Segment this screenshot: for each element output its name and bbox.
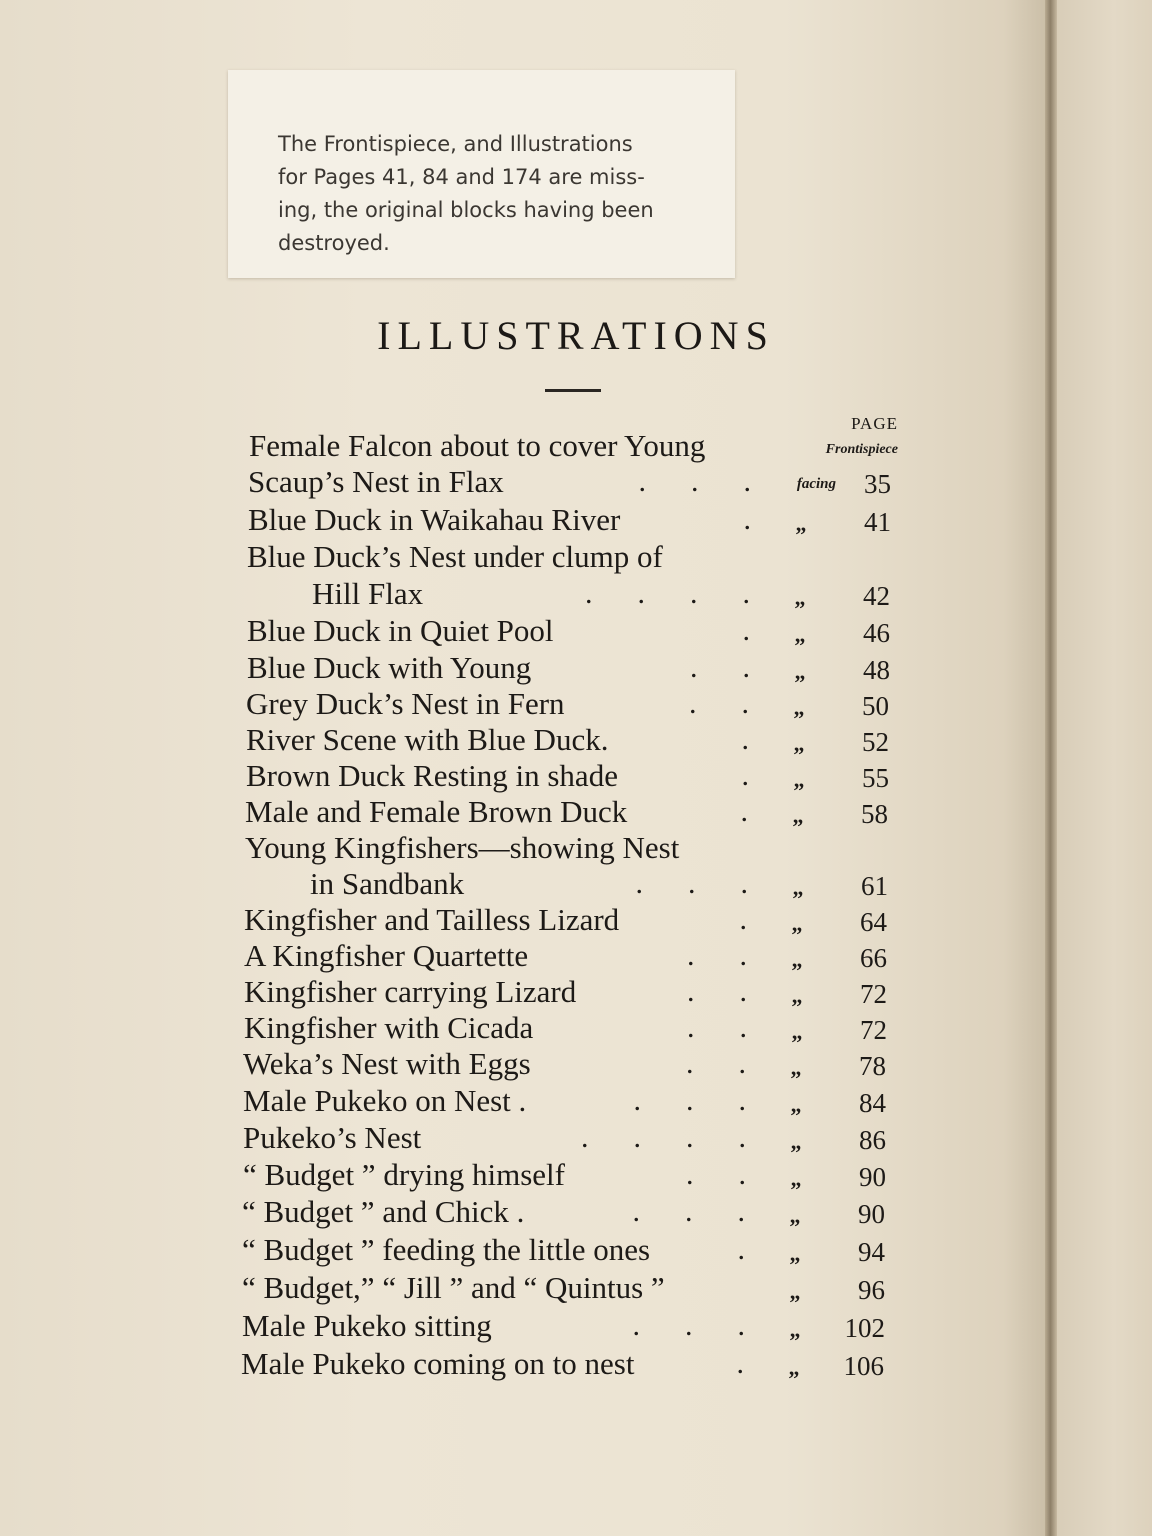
dot-leaders: .: [743, 503, 751, 536]
entry-line: [0, 539, 1045, 575]
dot-leaders: . . .: [633, 1084, 746, 1117]
page-number: 46: [863, 618, 890, 648]
frontispiece-label: Frontispiece: [825, 442, 898, 457]
entry-title: “ Budget ” feeding the little ones: [242, 1232, 651, 1267]
dot-leaders: .: [736, 1347, 744, 1380]
entry-title: Male Pukeko sitting: [242, 1308, 492, 1343]
page-number: 48: [863, 655, 890, 685]
entry-title: Kingfisher and Tailless Lizard: [244, 902, 620, 937]
ditto-mark: „: [792, 875, 804, 900]
facing-page-edge: [1057, 0, 1152, 1536]
ditto-mark: „: [793, 767, 805, 792]
ditto-mark: „: [794, 585, 806, 610]
ditto-mark: „: [790, 1166, 802, 1191]
entry-title: Blue Duck’s Nest under clump of: [247, 539, 663, 574]
entry-line: [0, 576, 1045, 612]
page-number: 61: [861, 871, 888, 901]
dot-leaders: . .: [686, 1047, 746, 1080]
entry-line: [0, 794, 1045, 830]
dot-leaders: . . .: [638, 465, 751, 498]
dot-leaders: . . .: [632, 1195, 745, 1228]
ditto-mark: „: [789, 1317, 801, 1342]
entry-line: [0, 1346, 1045, 1382]
errata-line: ing, the original blocks having been: [278, 198, 654, 222]
page-number: 106: [843, 1351, 884, 1381]
entry-line: [0, 1046, 1045, 1082]
dot-leaders: .: [739, 903, 747, 936]
entry-line: [0, 758, 1045, 794]
entry-title-continuation: Hill Flax: [312, 576, 424, 611]
entry-line: [0, 866, 1045, 902]
page-number: 72: [860, 1015, 887, 1045]
errata-line: destroyed.: [278, 231, 390, 255]
book-gutter: [1045, 0, 1057, 1536]
entry-line: [0, 902, 1045, 938]
dot-leaders: . .: [689, 687, 749, 720]
entry-line: [0, 1194, 1045, 1230]
dot-leaders: . .: [686, 1158, 746, 1191]
page-number: 86: [859, 1125, 886, 1155]
entry-line: [0, 428, 1045, 464]
page-number: 84: [859, 1088, 886, 1118]
dot-leaders: .: [737, 1233, 745, 1266]
page-number: 90: [858, 1199, 885, 1229]
page-number: 102: [844, 1313, 885, 1343]
ditto-mark: „: [789, 1241, 801, 1266]
entry-line: [0, 1232, 1045, 1268]
entry-title: “ Budget ” and Chick .: [242, 1194, 525, 1229]
section-title: ILLUSTRATIONS: [377, 313, 775, 358]
page-number: 58: [861, 799, 888, 829]
entry-title: River Scene with Blue Duck.: [246, 722, 609, 757]
dot-leaders: . . .: [635, 867, 748, 900]
dot-leaders: . .: [687, 939, 747, 972]
page-number: 78: [859, 1051, 886, 1081]
entry-title: “ Budget ” drying himself: [243, 1157, 565, 1192]
page-number: 55: [862, 763, 889, 793]
entry-title: Blue Duck in Waikahau River: [248, 502, 621, 537]
entry-line: [0, 686, 1045, 722]
entry-line: [0, 1157, 1045, 1193]
page-number: 72: [860, 979, 887, 1009]
ditto-mark: „: [794, 659, 806, 684]
entry-title: Kingfisher carrying Lizard: [244, 974, 577, 1009]
dot-leaders: .: [742, 614, 750, 647]
page-number: 42: [863, 581, 890, 611]
entry-title-continuation: in Sandbank: [310, 866, 465, 901]
page-number: 94: [858, 1237, 885, 1267]
page-number: 64: [860, 907, 887, 937]
ditto-mark: „: [793, 731, 805, 756]
entry-title: “ Budget,” “ Jill ” and “ Quintus ”: [242, 1270, 665, 1305]
dot-leaders: .: [740, 795, 748, 828]
entry-line: [0, 974, 1045, 1010]
page-number: 52: [862, 727, 889, 757]
entry-title: Pukeko’s Nest: [243, 1120, 422, 1155]
ditto-mark: „: [793, 695, 805, 720]
entry-title: A Kingfisher Quartette: [244, 938, 529, 973]
ditto-mark: „: [790, 1055, 802, 1080]
ditto-mark: „: [792, 803, 804, 828]
page-number: 96: [858, 1275, 885, 1305]
entry-line: [0, 722, 1045, 758]
entry-line: [0, 650, 1045, 686]
entry-title: Male Pukeko on Nest .: [243, 1083, 527, 1118]
entry-title: Kingfisher with Cicada: [244, 1010, 534, 1045]
entry-title: Blue Duck with Young: [247, 650, 532, 685]
page-number: 35: [864, 469, 891, 499]
dot-leaders: .: [741, 723, 749, 756]
ditto-mark: „: [791, 983, 803, 1008]
dot-leaders: . .: [687, 975, 747, 1008]
entry-line: [0, 1120, 1045, 1156]
ditto-mark: „: [791, 911, 803, 936]
dot-leaders: . . . .: [585, 577, 750, 610]
page-number: 66: [860, 943, 887, 973]
entry-title: Female Falcon about to cover Young: [249, 428, 706, 463]
entry-title: Male and Female Brown Duck: [245, 794, 628, 829]
entry-line: [0, 613, 1045, 649]
dot-leaders: .: [741, 759, 749, 792]
entry-line: [0, 830, 1045, 866]
entry-title: Young Kingfishers—showing Nest: [245, 830, 680, 865]
page-number: 50: [862, 691, 889, 721]
dot-leaders: . . . .: [581, 1121, 746, 1154]
entry-title: Grey Duck’s Nest in Fern: [246, 686, 565, 721]
entry-line: [0, 1083, 1045, 1119]
dot-leaders: . .: [687, 1011, 747, 1044]
entry-line: [0, 1270, 1045, 1306]
errata-line: The Frontispiece, and Illustrations: [278, 132, 633, 156]
ditto-mark: „: [790, 1092, 802, 1117]
entry-line: [0, 938, 1045, 974]
ditto-mark: „: [794, 622, 806, 647]
entry-title: Male Pukeko coming on to nest: [241, 1346, 635, 1381]
entry-line: [0, 1010, 1045, 1046]
page-column-heading: PAGE: [851, 414, 898, 433]
entry-line: [0, 464, 1045, 500]
entry-line: [0, 1308, 1045, 1344]
page-number: 41: [864, 507, 891, 537]
ditto-mark: „: [795, 511, 807, 536]
page-number: 90: [859, 1162, 886, 1192]
ditto-mark: „: [790, 1129, 802, 1154]
ditto-mark: „: [789, 1279, 801, 1304]
dot-leaders: . .: [690, 651, 750, 684]
facing-label: facing: [796, 476, 836, 492]
entry-title: Blue Duck in Quiet Pool: [247, 613, 554, 648]
errata-line: for Pages 41, 84 and 174 are miss-: [278, 165, 645, 189]
dot-leaders: . . .: [632, 1309, 745, 1342]
ditto-mark: „: [788, 1355, 800, 1380]
entry-line: [0, 502, 1045, 538]
ditto-mark: „: [791, 947, 803, 972]
entry-title: Brown Duck Resting in shade: [246, 758, 618, 793]
ditto-mark: „: [789, 1203, 801, 1228]
entry-title: Weka’s Nest with Eggs: [243, 1046, 531, 1081]
ditto-mark: „: [791, 1019, 803, 1044]
entry-title: Scaup’s Nest in Flax: [248, 464, 504, 499]
